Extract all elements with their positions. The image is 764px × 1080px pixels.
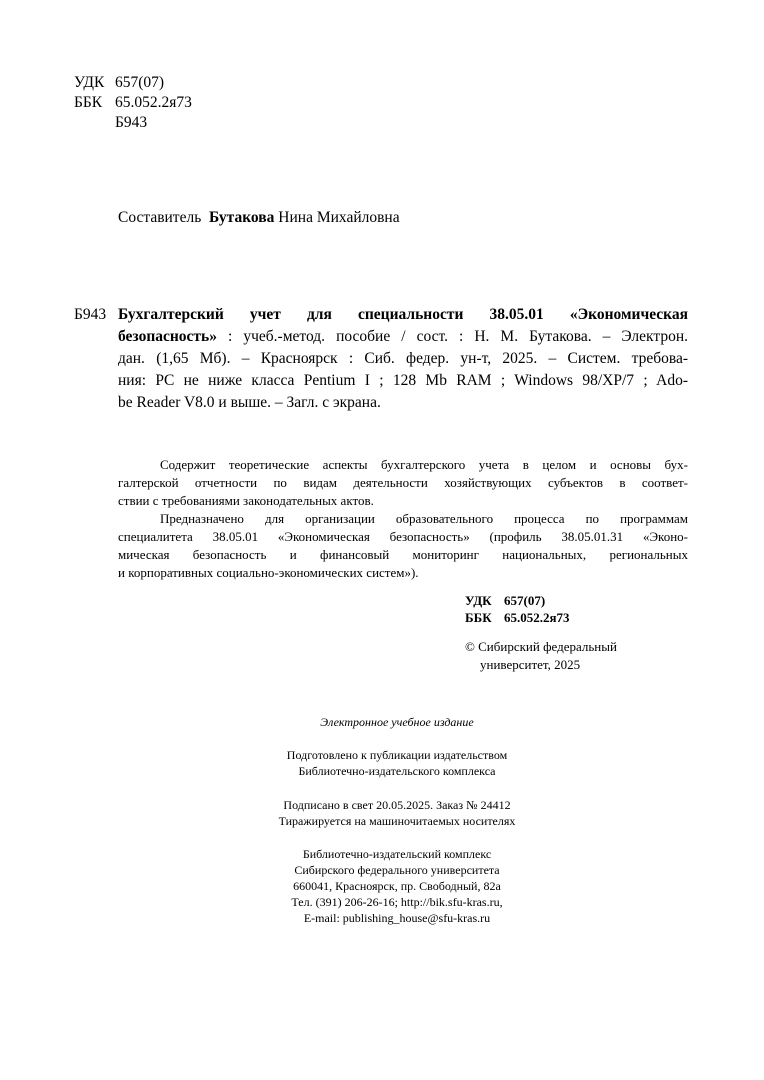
bbk-line-right xyxy=(465,609,570,626)
abstract-line: Предназначено для организации образовательного процесса по программам xyxy=(160,511,688,526)
prepared-line: Библиотечно-издательского комплекса xyxy=(298,764,496,778)
publisher-phone-web: Тел. (391) 206-26-16; http://bik.sfu-kras.ru, xyxy=(291,895,503,909)
udk-label: УДК xyxy=(74,74,105,91)
abstract-line: и корпоративных социально-экономических систем»). xyxy=(118,565,419,580)
compiler-line xyxy=(118,208,400,228)
udk-value: 657(07) xyxy=(115,74,165,91)
abstract-line: мическая безопасность и финансовый мониторинг национальных, региональных xyxy=(118,547,688,562)
prepared-note xyxy=(0,747,764,779)
author-mark: Б943 xyxy=(115,114,148,131)
bib-line-bold: Бухгалтерский учет для специальности 38.05.01 «Экономическая xyxy=(118,306,688,323)
bib-line xyxy=(118,392,688,414)
udk-label-right: УДК xyxy=(465,593,492,608)
bib-line-text: be Reader V8.0 и выше. – Загл. с экрана. xyxy=(118,394,381,411)
bbk-value: 65.052.2я73 xyxy=(115,94,192,111)
udk-line xyxy=(74,73,192,93)
edition-type: Электронное учебное издание xyxy=(320,715,474,729)
bbk-label-right: ББК xyxy=(465,610,492,625)
bib-line xyxy=(118,370,688,392)
classification-block xyxy=(74,73,192,133)
prepared-line: Подготовлено к публикации издательством xyxy=(286,748,508,762)
abstract-line: галтерской отчетности по видам деятельности хозяйствующих субъектов в соответ- xyxy=(118,475,688,490)
bbk-label: ББК xyxy=(74,94,103,111)
publisher-line: Библиотечно-издательский комплекс xyxy=(302,847,492,861)
compiler-name: Нина Михайловна xyxy=(278,209,400,226)
abstract xyxy=(118,456,688,582)
copyright-line: университет, 2025 xyxy=(480,657,581,672)
abstract-line: специалитета 38.05.01 «Экономическая безопасность» (профиль 38.05.01.31 «Эконо- xyxy=(118,529,688,544)
udk-line-right xyxy=(465,592,570,609)
classification-block-right xyxy=(465,592,570,626)
copyright-line: © Сибирский федеральный xyxy=(465,639,617,654)
bib-line xyxy=(118,348,688,370)
bibliographic-description xyxy=(118,304,688,414)
bib-line-bold: безопасность» xyxy=(118,328,217,345)
copyright-notice xyxy=(465,638,617,674)
bbk-line xyxy=(74,93,192,113)
bib-line xyxy=(118,304,688,326)
publisher-email: E-mail: publishing_house@sfu-kras.ru xyxy=(303,911,491,925)
signed-note xyxy=(0,797,764,829)
bib-line-text: : учеб.-метод. пособие / сост. : Н. М. Бутакова. – Электрон. xyxy=(217,328,688,345)
bibliographic-code: Б943 xyxy=(74,306,107,323)
publisher-line: Сибирского федерального университета xyxy=(294,863,500,877)
compiler-label: Составитель xyxy=(118,209,202,226)
bib-line-text: дан. (1,65 Мб). – Красноярск : Сиб. федер. ун-т, 2025. – Систем. требова- xyxy=(118,350,688,367)
signed-line: Подписано в свет 20.05.2025. Заказ № 24412 xyxy=(283,798,511,812)
bib-line-text: ния: PC не ниже класса Pentium I ; 128 Mb RAM ; Windows 98/XP/7 ; Ado- xyxy=(118,372,688,389)
publisher-info xyxy=(0,846,764,926)
compiler-surname: Бутакова xyxy=(209,209,275,226)
signed-line: Тиражируется на машиночитаемых носителях xyxy=(278,814,516,828)
bbk-value-right: 65.052.2я73 xyxy=(504,610,570,625)
publisher-address: 660041, Красноярск, пр. Свободный, 82а xyxy=(293,879,501,893)
abstract-line: Содержит теоретические аспекты бухгалтерского учета в целом и основы бух- xyxy=(160,457,688,472)
bib-line xyxy=(118,326,688,348)
abstract-line: ствии с требованиями законодательных актов. xyxy=(118,493,374,508)
udk-value-right: 657(07) xyxy=(504,593,546,608)
